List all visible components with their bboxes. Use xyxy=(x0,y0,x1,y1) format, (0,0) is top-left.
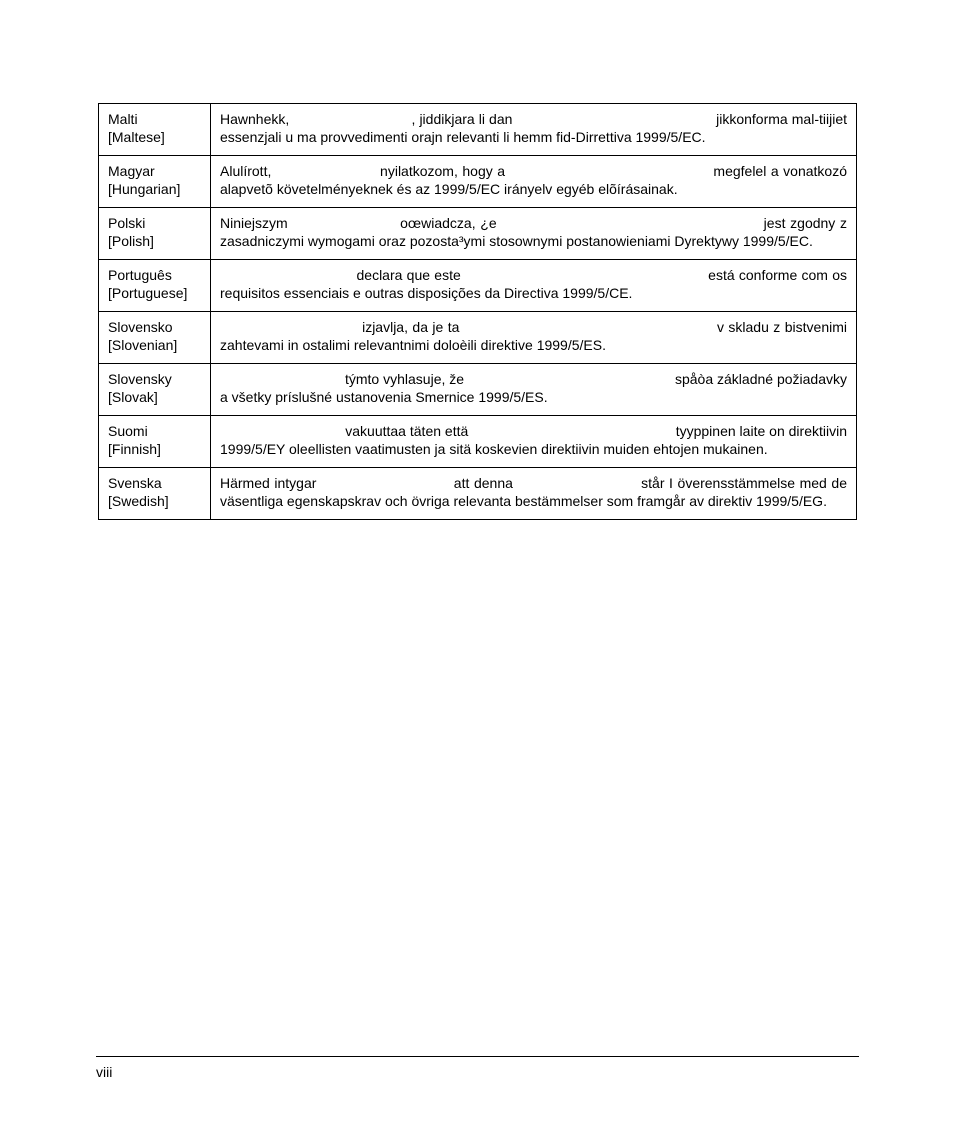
language-english-name: [Slovenian] xyxy=(108,337,178,353)
language-english-name: [Slovak] xyxy=(108,389,158,405)
language-name: Magyar xyxy=(108,163,155,179)
language-name: Suomi xyxy=(108,423,148,439)
declaration-text: Alulírott, nyilatkozom, hogy a megfelel a vonatkozó alapvetõ követelményeknek és az 1999/5/EC irányelv egyéb elõírásainak. xyxy=(220,163,851,197)
language-name: Malti xyxy=(108,111,138,127)
language-english-name: [Maltese] xyxy=(108,129,165,145)
declaration-cell xyxy=(211,208,857,260)
declaration-cell xyxy=(211,104,857,156)
language-english-name: [Portuguese] xyxy=(108,285,188,301)
declaration-text: Härmed intygar att denna står I överensstämmelse med de väsentliga egenskapskrav och övriga relevanta bestämmelser som framgår av direktiv 1999/5/EG. xyxy=(220,475,851,509)
table-row xyxy=(99,208,857,260)
language-cell xyxy=(99,104,211,156)
language-cell xyxy=(99,364,211,416)
table-row xyxy=(99,468,857,520)
language-cell xyxy=(99,208,211,260)
footer-divider xyxy=(96,1056,859,1057)
declaration-text: declara que este está conforme com os requisitos essenciais e outras disposições da Directiva 1999/5/CE. xyxy=(220,267,851,301)
language-cell xyxy=(99,312,211,364)
table-row xyxy=(99,156,857,208)
page-number: viii xyxy=(96,1064,113,1080)
language-english-name: [Hungarian] xyxy=(108,181,181,197)
declaration-cell xyxy=(211,468,857,520)
declaration-text: Niniejszym oœwiadcza, ¿e jest zgodny z zasadniczymi wymogami oraz pozosta³ymi stosownymi postanowieniami Dyrektywy 1999/5/EC. xyxy=(220,215,851,249)
table-row xyxy=(99,416,857,468)
table-row xyxy=(99,312,857,364)
declaration-cell xyxy=(211,364,857,416)
table-row xyxy=(99,364,857,416)
language-name: Svenska xyxy=(108,475,162,491)
language-english-name: [Swedish] xyxy=(108,493,169,509)
language-english-name: [Polish] xyxy=(108,233,154,249)
declaration-text: vakuuttaa täten että tyyppinen laite on direktiivin 1999/5/EY oleellisten vaatimusten ja sitä koskevien direktiivin muiden ehtojen mukainen. xyxy=(220,423,851,457)
language-name: Polski xyxy=(108,215,146,231)
table-row xyxy=(99,260,857,312)
language-cell xyxy=(99,156,211,208)
declaration-cell xyxy=(211,416,857,468)
language-cell xyxy=(99,260,211,312)
language-cell xyxy=(99,468,211,520)
declarations-table xyxy=(98,103,857,520)
declaration-cell xyxy=(211,156,857,208)
declaration-cell xyxy=(211,260,857,312)
language-english-name: [Finnish] xyxy=(108,441,161,457)
table-row xyxy=(99,104,857,156)
language-name: Slovensko xyxy=(108,319,173,335)
language-cell xyxy=(99,416,211,468)
declaration-cell xyxy=(211,312,857,364)
declaration-text: Hawnhekk, , jiddikjara li dan jikkonforma mal-tiijiet essenzjali u ma provvedimenti orajn relevanti li hemm fid-Dirrettiva 1999/5/EC. xyxy=(220,111,851,145)
declaration-text: izjavlja, da je ta v skladu z bistvenimi zahtevami in ostalimi relevantnimi doloèili direktive 1999/5/ES. xyxy=(220,319,851,353)
declaration-text: týmto vyhlasuje, že spåòa základné požiadavky a všetky príslušné ustanovenia Smernice 1999/5/ES. xyxy=(220,371,851,405)
language-name: Slovensky xyxy=(108,371,172,387)
language-name: Português xyxy=(108,267,172,283)
